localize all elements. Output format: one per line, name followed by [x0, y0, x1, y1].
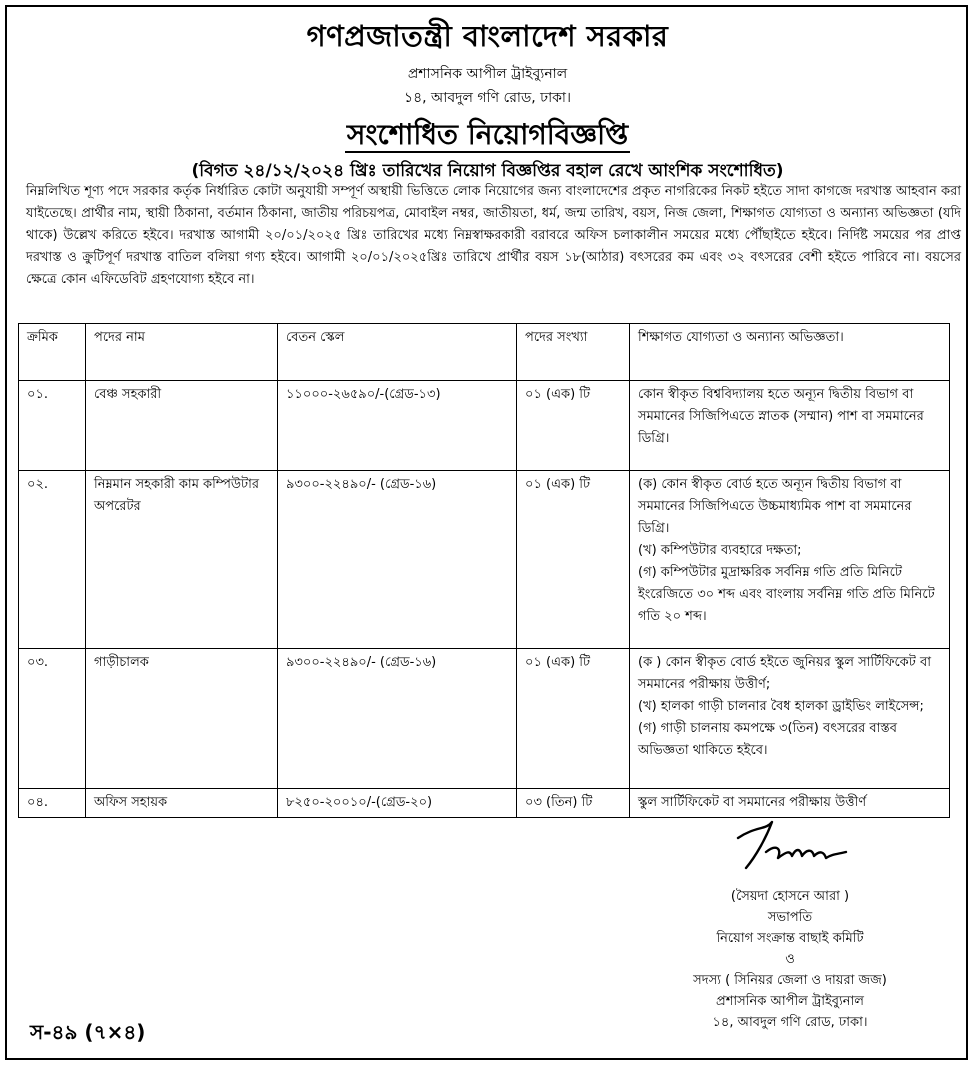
qualification-line: (গ) কম্পিউটার মুদ্রাক্ষরিক সর্বনিম্ন গতি প্রতি মিনিটে ইংরেজিতে ৩০ শব্দ এবং বাংলায় সর্বনিম্ন গতি প্রতি মিনিটে গতি ২০ শব্দ। [638, 565, 935, 624]
table-header-row [19, 324, 950, 381]
row-qualification [630, 381, 950, 471]
signatory-role: সভাপতি [767, 910, 813, 925]
row-scale: ৮২৫০-২০০১০/-(গ্রেড-২০) [278, 789, 517, 818]
signatory-name: (সৈয়দা হোসনে আরা ) [730, 889, 850, 904]
header-count: পদের সংখ্যা [517, 324, 630, 381]
signatory-committee: নিয়োগ সংক্রান্ত বাছাই কমিটি [716, 931, 864, 946]
qualification-line: (ক ) কোন স্বীকৃত বোর্ড হইতে জুনিয়র স্কুল সার্টিফিকেট বা সমমানের পরীক্ষায় উত্তীর্ণ; [638, 655, 931, 692]
row-count: ০১ (এক) টি [517, 649, 630, 789]
row-scale: ১১০০০-২৬৫৯০/-(গ্রেড-১৩) [278, 381, 517, 471]
row-scale: ৯৩০০-২২৪৯০/- (গ্রেড-১৬) [278, 649, 517, 789]
row-count: ০১ (এক) টি [517, 471, 630, 649]
office-address: ১৪, আবদুল গণি রোড, ঢাকা। [403, 90, 571, 106]
qualification-line: কোন স্বীকৃত বিশ্ববিদ্যালয় হতে অন্যূন দ্বিতীয় বিভাগ বা সমমানের সিজিপিএতে স্নাতক (সম্মান) পাশ বা সমমানের ডিগ্রি। [638, 387, 924, 446]
qualification-line: (খ) কম্পিউটার ব্যবহারে দক্ষতা; [638, 543, 802, 558]
row-qualification [630, 649, 950, 789]
qualification-line: স্কুল সার্টিফিকেট বা সমমানের পরীক্ষায় উত্তীর্ণ [638, 795, 867, 810]
row-post: গাড়ীচালক [86, 649, 278, 789]
header-post: পদের নাম [86, 324, 278, 381]
signatory-address: ১৪, আবদুল গণি রোড, ঢাকা। [712, 1015, 868, 1030]
office-name: প্রশাসনিক আপীল ট্রাইব্যুনাল [407, 66, 568, 82]
row-serial: ০১. [19, 381, 86, 471]
table-row [19, 381, 950, 471]
header-serial: ক্রমিক [19, 324, 86, 381]
table-row [19, 649, 950, 789]
row-count: ০৩ (তিন) টি [517, 789, 630, 818]
notice-title: সংশোধিত নিয়োগবিজ্ঞপ্তি [346, 118, 629, 151]
notice-subtitle: (বিগত ২৪/১২/২০২৪ খ্রিঃ তারিখের নিয়োগ বিজ্ঞপ্তির বহাল রেখে আংশিক সংশোধিত) [191, 161, 784, 181]
row-post: বেঞ্চ সহকারী [86, 381, 278, 471]
table-row [19, 471, 950, 649]
row-serial: ০২. [19, 471, 86, 649]
row-qualification [630, 471, 950, 649]
qualification-line: (খ) হালকা গাড়ী চালনার বৈধ হালকা ড্রাইভিং লাইসেন্স; [638, 699, 924, 714]
row-post: নিম্নমান সহকারী কাম কম্পিউটার অপরেটর [86, 471, 278, 649]
row-serial: ০৩. [19, 649, 86, 789]
govt-heading: গণপ্রজাতন্ত্রী বাংলাদেশ সরকার [306, 19, 669, 53]
qualification-line: (গ) গাড়ী চালনায় কমপক্ষে ৩(তিন) বৎসরের বাস্তব অভিজ্ঞতা থাকিতে হইবে। [638, 721, 898, 758]
signatory-member: সদস্য ( সিনিয়র জেলা ও দায়রা জজ) [693, 973, 887, 988]
row-scale: ৯৩০০-২২৪৯০/- (গ্রেড-১৬) [278, 471, 517, 649]
notice-intro: নিম্নলিখিত শূণ্য পদে সরকার কর্তৃক নির্ধারিত কোটা অনুযায়ী সম্পূর্ণ অস্থায়ী ভিত্তিতে লোক নিয়োগের জন্য বাংলাদেশের প্রকৃত নাগরিকের নিকট হইতে সাদা কাগজে দরখাস্ত আহবান করা যাইতেছে। প্রার্থীর নাম, স্থায়ী ঠিকানা, বর্তমান ঠিকানা, জাতীয় পরিচয়পত্র, মোবাইল নম্বর, জাতীয়তা, ধর্ম, জন্ম তারিখ, বয়স, নিজ জেলা, শিক্ষাগত যোগ্যতা ও অন্যান্য অভিজ্ঞতা (যদি থাকে) উল্লেখ করিতে হইবে। দরখাস্ত আগামী ২০/০১/২০২৫ খ্রিঃ তারিখের মধ্যে নিম্নস্বাক্ষরকারী বরাবরে অফিস চলাকালীন সময়ের মধ্যে পৌঁছাইতে হইবে। নির্দিষ্ট সময়ের পর প্রাপ্ত দরখাস্ত ও ক্রুটিপূর্ণ দরখাস্ত বাতিল বলিয়া গণ্য হইবে। আগামী ২০/০১/২০২৫খ্রিঃ তারিখে প্রার্থীর বয়স ১৮(আঠার) বৎসরের কম এবং ৩২ বৎসরের বেশী হইতে পারিবে না। বয়সের ক্ষেত্রে কোন এফিডেবিট গ্রহণযোগ্য হইবে না। [26, 184, 961, 287]
row-count: ০১ (এক) টি [517, 381, 630, 471]
row-post: অফিস সহায়ক [86, 789, 278, 818]
qualification-line: (ক) কোন স্বীকৃত বোর্ড হতে অন্যূন দ্বিতীয় বিভাগ বা সমমানের সিজিপিএতে উচ্চমাধ্যমিক পাশ বা সমমানের ডিগ্রি। [638, 477, 912, 536]
header-scale: বেতন স্কেল [278, 324, 517, 381]
header-qualification: শিক্ষাগত যোগ্যতা ও অন্যান্য অভিজ্ঞতা। [630, 324, 950, 381]
signatory-office: প্রশাসনিক আপীল ট্রাইব্যুনাল [716, 994, 864, 1009]
signature-block [610, 886, 970, 1033]
signatory-and: ও [785, 952, 795, 967]
row-serial: ০৪. [19, 789, 86, 818]
posts-table [18, 323, 950, 818]
document-code: স-৪৯ (৭×৪) [30, 1020, 146, 1044]
handwritten-signature [726, 808, 856, 880]
